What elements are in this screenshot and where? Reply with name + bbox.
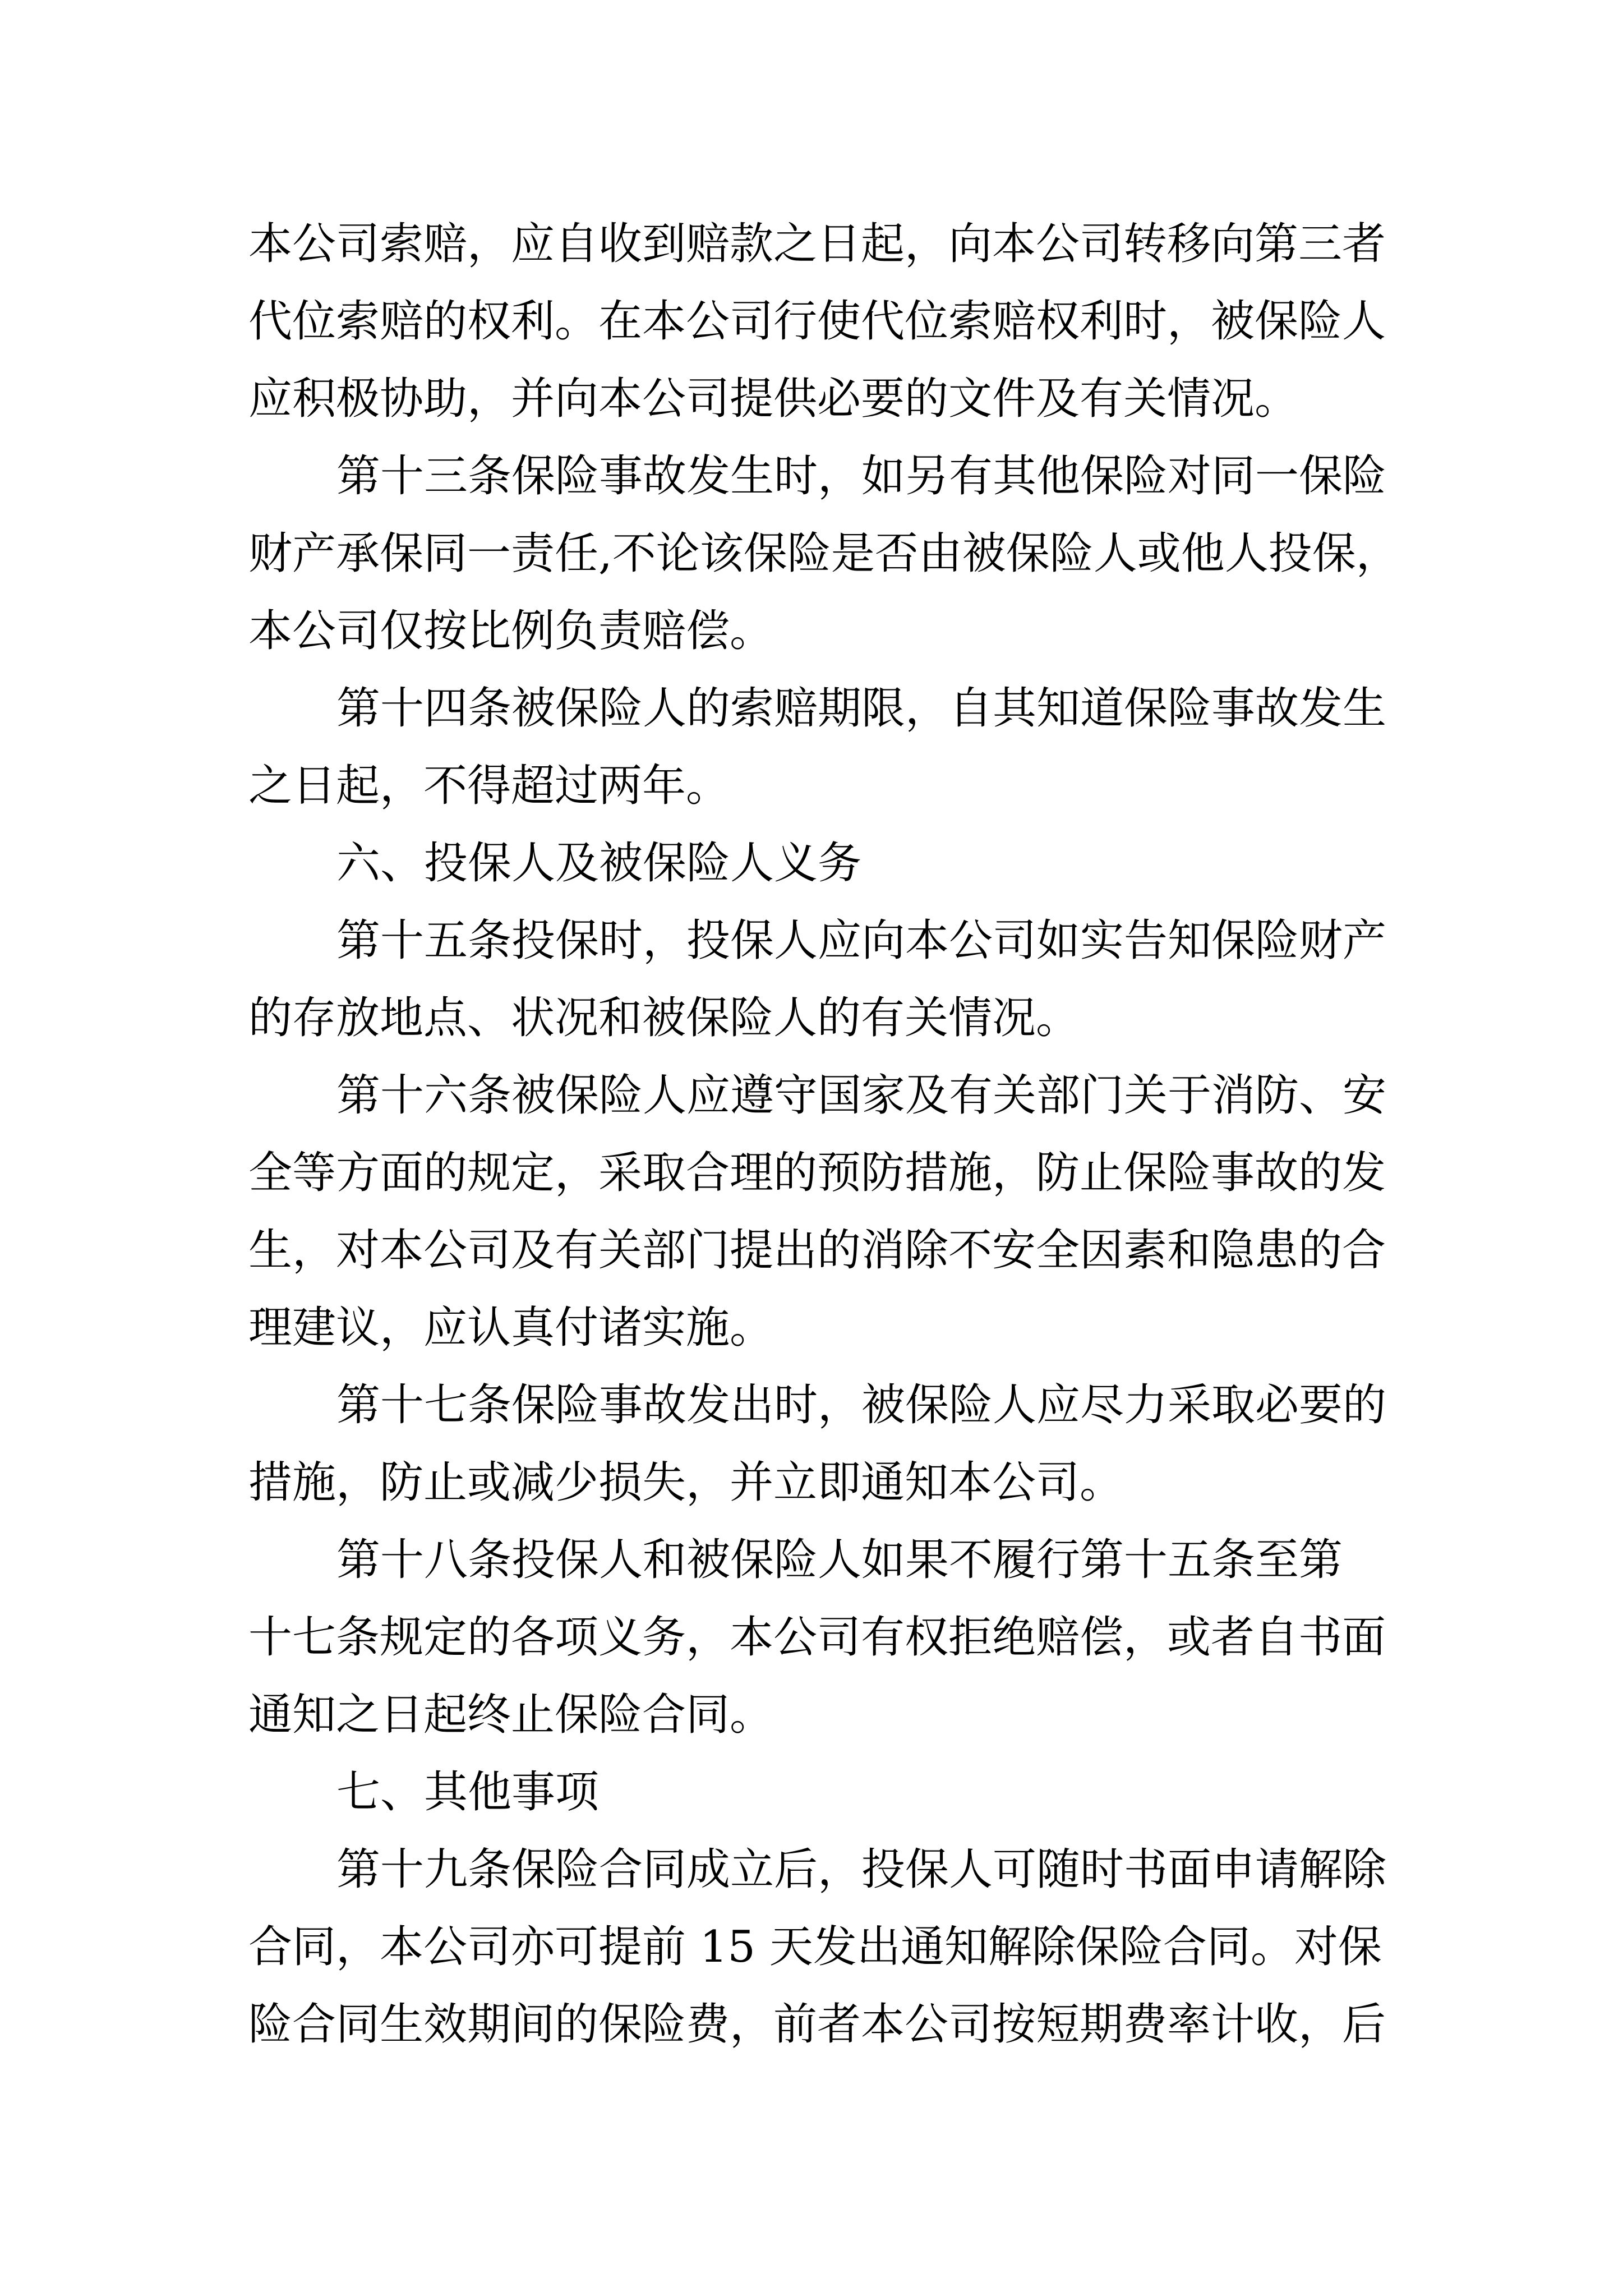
clause-16-line-1: 第十六条被保险人应遵守国家及有关部门关于消防、安 (336, 1070, 1387, 1121)
text-line-2: 代位索赔的权利。在本公司行使代位索赔权利时，被保险人 (248, 296, 1386, 347)
clause-19-line-1: 第十九条保险合同成立后，投保人可随时书面申请解除 (336, 1844, 1387, 1895)
clause-13-line-1: 第十三条保险事故发生时，如另有其他保险对同一保险 (336, 451, 1387, 501)
clause-13-line-3: 本公司仅按比例负责赔偿。 (248, 606, 774, 656)
text-line-1: 本公司索赔，应自收到赔款之日起，向本公司转移向第三者 (248, 219, 1386, 269)
clause-13-line-2: 财产承保同一责任,不论该保险是否由被保险人或他人投保， (248, 528, 1400, 579)
clause-18-line-1: 第十八条投保人和被保险人如果不履行第十五条至第 (336, 1535, 1343, 1585)
clause-14-line-1: 第十四条被保险人的索赔期限，自其知道保险事故发生 (336, 683, 1387, 734)
clause-17-line-2: 措施，防止或减少损失，并立即通知本公司。 (248, 1457, 1124, 1508)
clause-15-line-1: 第十五条投保时，投保人应向本公司如实告知保险财产 (336, 915, 1387, 966)
clause-19-line-2: 合同，本公司亦可提前 15 天发出通知解除保险合同。对保 (248, 1922, 1382, 1972)
section-6-heading: 六、投保人及被保险人义务 (336, 838, 862, 889)
clause-16-line-4: 理建议，应认真付诸实施。 (248, 1303, 774, 1353)
text-line-3: 应积极协助，并向本公司提供必要的文件及有关情况。 (248, 374, 1299, 424)
section-7-heading: 七、其他事项 (336, 1767, 600, 1818)
clause-19-line-3: 险合同生效期间的保险费，前者本公司按短期费率计收，后 (248, 1999, 1386, 2050)
clause-16-line-3: 生，对本公司及有关部门提出的消除不安全因素和隐患的合 (248, 1225, 1386, 1276)
clause-16-line-2: 全等方面的规定，采取合理的预防措施，防止保险事故的发 (248, 1148, 1386, 1198)
clause-17-line-1: 第十七条保险事故发出时，被保险人应尽力采取必要的 (336, 1380, 1387, 1430)
clause-18-line-2: 十七条规定的各项义务，本公司有权拒绝赔偿，或者自书面 (248, 1612, 1386, 1663)
clause-15-line-2: 的存放地点、状况和被保险人的有关情况。 (248, 993, 1080, 1043)
clause-18-line-3: 通知之日起终止保险合同。 (248, 1690, 774, 1740)
clause-14-line-2: 之日起，不得超过两年。 (248, 761, 730, 811)
